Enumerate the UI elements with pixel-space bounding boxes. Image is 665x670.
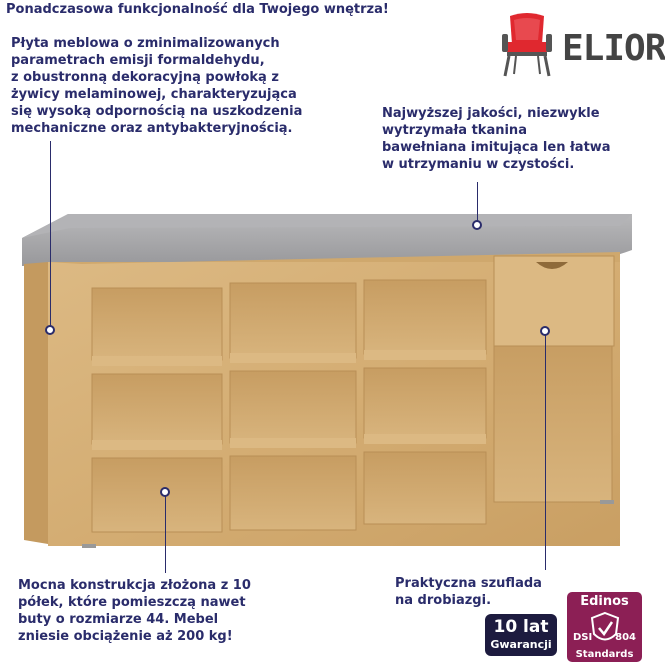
warranty-badge: 10 lat Gwarancji [485, 614, 557, 656]
edinos-standards-badge: Edinos DSI 804 Standards [567, 592, 642, 662]
connector-line [50, 141, 51, 327]
hotspot-dot [472, 220, 482, 230]
connector-line [165, 495, 166, 573]
hotspot-dot [160, 487, 170, 497]
page-title: Ponadczasowa funkcjonalność dla Twojego wnętrza! [6, 2, 389, 17]
note-drawer: Praktyczna szuflada na drobiazgi. [395, 576, 542, 608]
connector-line [545, 334, 546, 570]
note-fabric: Najwyższej jakości, niezwykle wytrzymała tkanina bawełniana imitująca len łatwa w utrzymaniu w czystości. [382, 106, 611, 172]
note-board-material: Płyta meblowa o zminimalizowanych parametrach emisji formaldehydu, z obustronną dekoracyjną powłoką z żywicy melaminowej, charakteryzująca się wysoką odpornością na uszkodzenia mechaniczne oraz antybakteryjnością. [11, 36, 303, 136]
note-shelves: Mocna konstrukcja złożona z 10 półek, które pomieszczą nawet buty o rozmiarze 44. Mebel zniesie obciążenie aż 200 kg! [18, 578, 251, 644]
connector-line [477, 182, 478, 222]
hotspot-dot [45, 325, 55, 335]
hotspot-dot [540, 326, 550, 336]
brand-name: ELIOR [562, 28, 665, 69]
